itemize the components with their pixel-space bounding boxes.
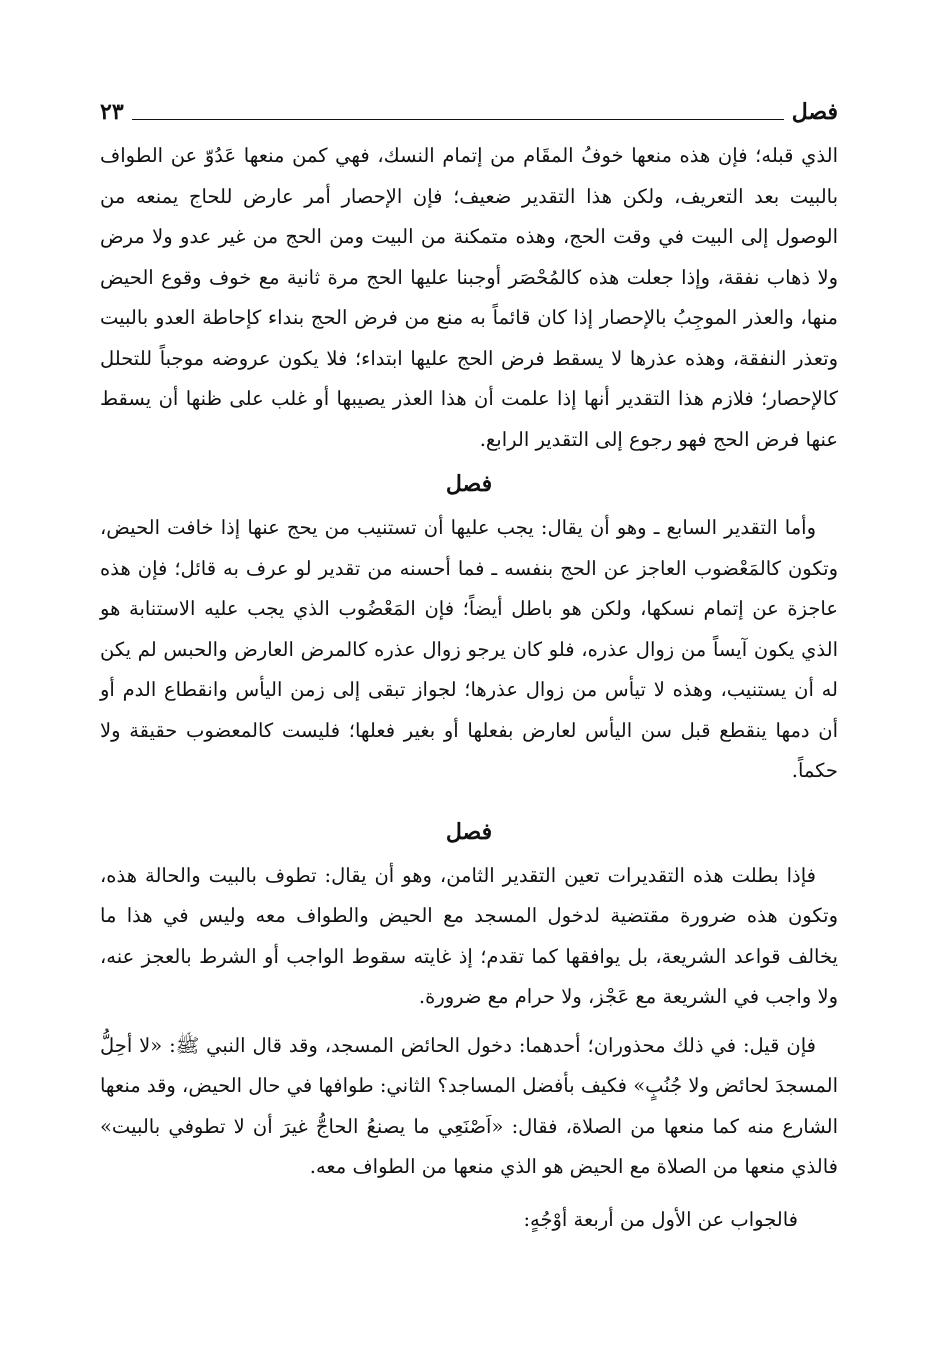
paragraph-2: وأما التقدير السابع ـ وهو أن يقال: يجب عليها أن تستنيب من يحج عنها إذا خافت الحيض، وتكون كالمَعْضوب العاجز عن الحج بنفسه ـ فما أحسنه من تقدير لو عرف به قائل؛ فإن هذه عاجزة عن إتمام نسكها، ولكن هو باطل أيضاً؛ فإن المَعْضُوب الذي يجب عليه الاستنابة هو الذي يكون آيساً من زوال عذره، فلو كان يرجو زوال عذره كالمرض العارض والحبس لم يكن له أن يستنيب، وهذه لا تيأس من زوال عذرها؛ لجواز تبقى إلى زمن اليأس وانقطاع الدم أو أن دمها ينقطع قبل سن اليأس لعارض بفعلها أو بغير فعلها؛ فليست كالمعضوب حقيقة ولا حكماً. (100, 516, 838, 782)
paragraph-4: فإن قيل: في ذلك محذوران؛ أحدهما: دخول الحائض المسجد، وقد قال النبي ﷺ: «لا أحِلُّ المسجدَ لحائض ولا جُنُبٍ» فكيف بأفضل المساجد؟ الثاني: طوافها في حال الحيض، وقد منعها الشارع منه كما منعها من الصلاة، فقال: «اَصْنَعِي ما يصنعُ الحاجُّ غيرَ أن لا تطوفي بالبيت» فالذي منعها من الصلاة مع الحيض هو الذي منعها من الطواف معه. (99, 1033, 838, 1178)
section-heading-1: فصل (445, 471, 493, 497)
paragraph-5: فالجواب عن الأول من أربعة أوْجُهٍ: (523, 1207, 798, 1231)
header-title: فصل (791, 99, 838, 125)
section-heading-2: فصل (445, 818, 493, 845)
document-page (100, 92, 838, 1240)
header-rule (132, 119, 784, 120)
page-number: ٢٣ (100, 99, 124, 125)
running-header (100, 92, 838, 126)
paragraph-1: الذي قبله؛ فإن هذه منعها خوفُ المقَام من إتمام النسك، فهي كمن منعها عَدُوّ عن الطواف بالبيت بعد التعريف، ولكن هذا التقدير ضعيف؛ فإن الإحصار أمر عارض للحاج يمنعه من الوصول إلى البيت في وقت الحج، وهذه متمكنة من البيت ومن الحج من غير عدو ولا مرض ولا ذهاب نفقة، وإذا جعلت هذه كالمُحْصَر أوجبنا عليها الحج مرة ثانية مع خوف وقوع الحيض منها، والعذر الموجِبُ بالإحصار إذا كان قائماً به منع من فرض الحج بنداء كإحاطة العدو بالبيت وتعذر النفقة، وهذه عذرها لا يسقط فرض الحج عليها ابتداء؛ فلا يكون عروضه موجباً للتحلل كالإحصار؛ فلازم هذا التقدير أنها إذا علمت أن هذا العذر يصيبها أو غلب على ظنها أن يسقط عنها فرض الحج فهو رجوع إلى التقدير الرابع. (100, 144, 838, 451)
paragraph-3: فإذا بطلت هذه التقديرات تعين التقدير الثامن، وهو أن يقال: تطوف بالبيت والحالة هذه، وتكون هذه ضرورة مقتضية لدخول المسجد مع الحيض والطواف معه وليس في هذا ما يخالف قواعد الشريعة، بل يوافقها كما تقدم؛ إذ غايته سقوط الواجب أو الشرط بالعجز عنه، ولا واجب في الشريعة مع عَجْز، ولا حرام مع ضرورة. (100, 863, 838, 1008)
